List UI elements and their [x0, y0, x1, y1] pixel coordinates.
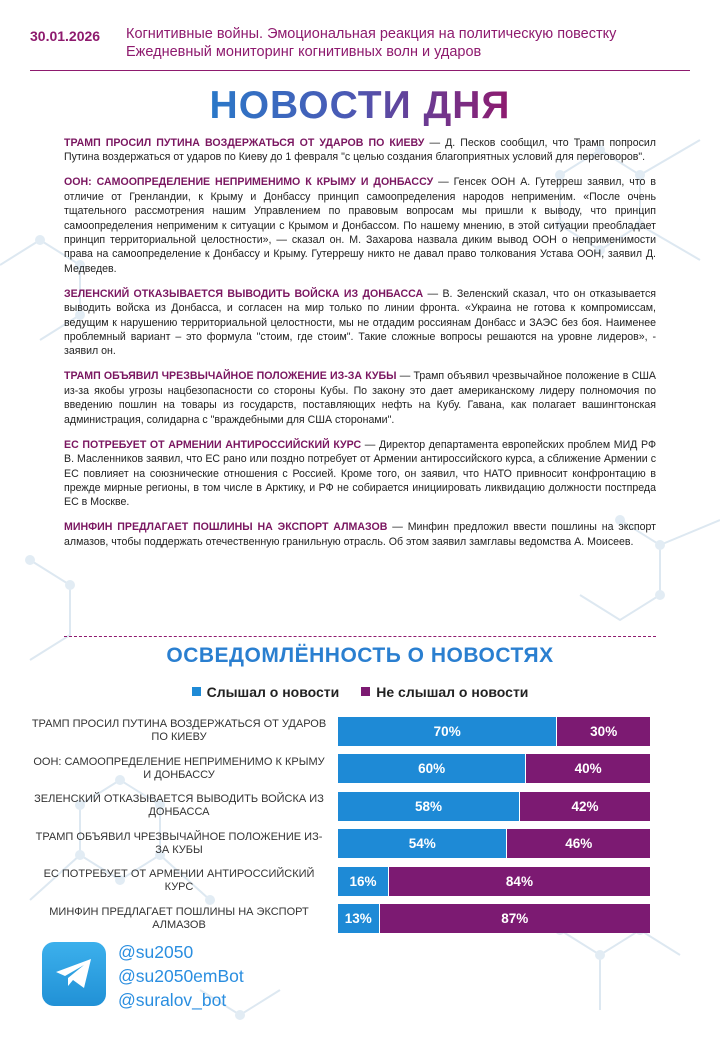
bar-not-heard [525, 754, 650, 783]
stacked-bar [338, 904, 650, 933]
bar-not-heard [519, 792, 650, 821]
page-title [0, 84, 720, 128]
legend-heard-swatch [192, 687, 201, 696]
category-label: ЗЕЛЕНСКИЙ ОТКАЗЫВАЕТСЯ ВЫВОДИТЬ ВОЙСКА ИЗ ДОНБАССА [34, 793, 324, 819]
news-text: — Генсек ООН А. Гутерреш заявил, что в отличие от Гренландии, к Крыму и Донбассу принцип самоопределения народов неприменим. «После очень тщательного рассмотрения нашим Управлением по правовым вопросам мы пришли к выводу, что принцип самоопределения неприменим к ситуации с Крымом и Донбассом. По нашему мнению, в этой ситуации преобладает принцип территориальной целостности», — сказал он. М. Захарова назвала диким вывод ООН о неприменимости права на самоопределение к Донбассу и Крыму. Гутеррешу никто не давал право толкования Устава ООН, заявил Д. Медведев. [64, 176, 656, 275]
news-text: — Директор департамента европейских проблем МИД РФ В. Масленников заявил, что ЕС рано или поздно потребует от Армении антироссийского курса, а сближение Армении с ЕС повлияет на союзнические отношения с Россией. Кроме того, он заявил, что НАТО привносит конфронтацию в прежде мирные регионы, в том числе в Арктику, и РФ не собирается инициировать ликвидацию должности постпреда ЕС в Москве. [64, 438, 656, 509]
bar-value-label: 60% [418, 761, 446, 777]
chart-row [30, 904, 670, 934]
chart-row [30, 754, 670, 784]
bar-value-label: 42% [571, 798, 599, 814]
bar-value-label: 16% [349, 873, 377, 889]
category-label: ООН: САМООПРЕДЕЛЕНИЕ НЕПРИМЕНИМО К КРЫМУ И ДОНБАССУ [33, 755, 325, 781]
legend-not-heard-swatch [361, 687, 370, 696]
section-divider [64, 636, 656, 637]
bar-not-heard [556, 717, 650, 746]
news-text: — В. Зеленский сказал, что он отказывается выводить войска из Донбасса, и согласен на мир только по линии фронта. «Украина не готова к компромиссам, ведущим к нарушению территориальной целостности, мы не отдадим россиянам Донбасс и ЗАЭС без боя. Наименее проблемный вариант – это формула "стоим, где стоим". Такие сложные вопросы решаются на уровне лидеров», - заявил он. [64, 287, 656, 358]
news-text: — Трамп объявил чрезвычайное положение в США из-за якобы угрозы нацбезопасности со стороны Кубы. По закону это дает американскому лидеру полномочия по введению пошлин на товары из государств, поставляющих нефть на Кубу. Гавана, как полагает вашингтонская администрация, солидарна с "враждебными для США сторонами". [64, 370, 656, 426]
news-list [64, 136, 656, 555]
news-item [64, 520, 656, 549]
bar-not-heard [379, 904, 650, 933]
news-headline: ТРАМП ОБЪЯВИЛ ЧРЕЗВЫЧАЙНОЕ ПОЛОЖЕНИЕ ИЗ-ЗА КУБЫ [64, 370, 397, 383]
news-text: — Д. Песков сообщил, что Трамп попросил Путина воздержаться от ударов по Киеву до 1 февраля "с целью создания благоприятных условий для переговоров". [64, 137, 656, 164]
handle-link[interactable]: @suralov_bot [118, 990, 227, 1010]
news-item [64, 369, 656, 427]
header-divider [30, 70, 690, 71]
news-headline: МИНФИН ПРЕДЛАГАЕТ ПОШЛИНЫ НА ЭКСПОРТ АЛМАЗОВ [64, 521, 388, 534]
handle-link[interactable]: @su2050emBot [118, 966, 244, 986]
news-item [64, 175, 656, 276]
legend-not-heard [361, 684, 528, 700]
chart-row [30, 829, 670, 859]
category-label: МИНФИН ПРЕДЛАГАЕТ ПОШЛИНЫ НА ЭКСПОРТ АЛМАЗОВ [49, 905, 309, 931]
news-headline: ТРАМП ПРОСИЛ ПУТИНА ВОЗДЕРЖАТЬСЯ ОТ УДАРОВ ПО КИЕВУ [64, 137, 425, 149]
bar-heard [338, 717, 556, 746]
chart-row [30, 716, 670, 746]
page-title-text: НОВОСТИ ДНЯ [209, 84, 511, 127]
handle-link[interactable]: @su2050 [118, 942, 194, 962]
news-headline: ЗЕЛЕНСКИЙ ОТКАЗЫВАЕТСЯ ВЫВОДИТЬ ВОЙСКА ИЗ ДОНБАССА [64, 287, 424, 300]
stacked-bar [338, 717, 650, 746]
bar-value-label: 30% [590, 723, 618, 739]
bar-heard [338, 904, 379, 933]
telegram-icon[interactable] [42, 942, 106, 1006]
stacked-bar [338, 792, 650, 821]
legend-not-heard-label: Не слышал о новости [376, 684, 529, 700]
stacked-bar [338, 754, 650, 783]
category-label: ЕС ПОТРЕБУЕТ ОТ АРМЕНИИ АНТИРОССИЙСКИЙ КУРС [43, 868, 315, 894]
legend-heard-label: Слышал о новости [206, 684, 340, 700]
news-item [64, 136, 656, 165]
news-headline: ООН: САМООПРЕДЕЛЕНИЕ НЕПРИМЕНИМО К КРЫМУ И ДОНБАССУ [64, 176, 434, 189]
bar-heard [338, 754, 525, 783]
bar-value-label: 70% [433, 723, 461, 739]
category-label: ТРАМП ОБЪЯВИЛ ЧРЕЗВЫЧАЙНОЕ ПОЛОЖЕНИЕ ИЗ-ЗА КУБЫ [35, 830, 323, 856]
bar-value-label: 40% [574, 761, 602, 777]
bar-value-label: 87% [501, 911, 529, 927]
social-handles [118, 940, 244, 1012]
report-subtitle-line: Ежедневный мониторинг когнитивных волн и ударов [126, 44, 482, 60]
stacked-bar [338, 867, 650, 896]
awareness-title: ОСВЕДОМЛЁННОСТЬ О НОВОСТЯХ [166, 644, 554, 667]
report-date: 30.01.2026 [30, 28, 101, 44]
paper-plane-icon [54, 957, 94, 991]
report-title-line: Когнитивные войны. Эмоциональная реакция на политическую повестку [126, 26, 617, 42]
bar-value-label: 54% [408, 836, 436, 852]
awareness-chart [30, 716, 670, 942]
bar-value-label: 58% [414, 798, 442, 814]
news-item [64, 287, 656, 359]
bar-heard [338, 792, 519, 821]
bar-heard [338, 829, 506, 858]
chart-row [30, 791, 670, 821]
bar-heard [338, 867, 388, 896]
category-label: ТРАМП ПРОСИЛ ПУТИНА ВОЗДЕРЖАТЬСЯ ОТ УДАРОВ ПО КИЕВУ [31, 718, 327, 743]
bar-not-heard [506, 829, 650, 858]
bar-value-label: 46% [565, 836, 593, 852]
chart-row [30, 866, 670, 896]
chart-legend [0, 684, 720, 700]
stacked-bar [338, 829, 650, 858]
legend-heard [192, 684, 340, 700]
bar-value-label: 13% [344, 911, 372, 927]
news-headline: ЕС ПОТРЕБУЕТ ОТ АРМЕНИИ АНТИРОССИЙСКИЙ КУРС [64, 438, 362, 451]
bar-not-heard [388, 867, 650, 896]
news-item [64, 438, 656, 510]
bar-value-label: 84% [505, 873, 533, 889]
news-text: — Минфин предложил ввести пошлины на экспорт алмазов, чтобы поддержать отечественную гранильную отрасль. Об этом заявил замглавы ведомства А. Моисеев. [64, 521, 656, 548]
report-header [126, 25, 616, 61]
